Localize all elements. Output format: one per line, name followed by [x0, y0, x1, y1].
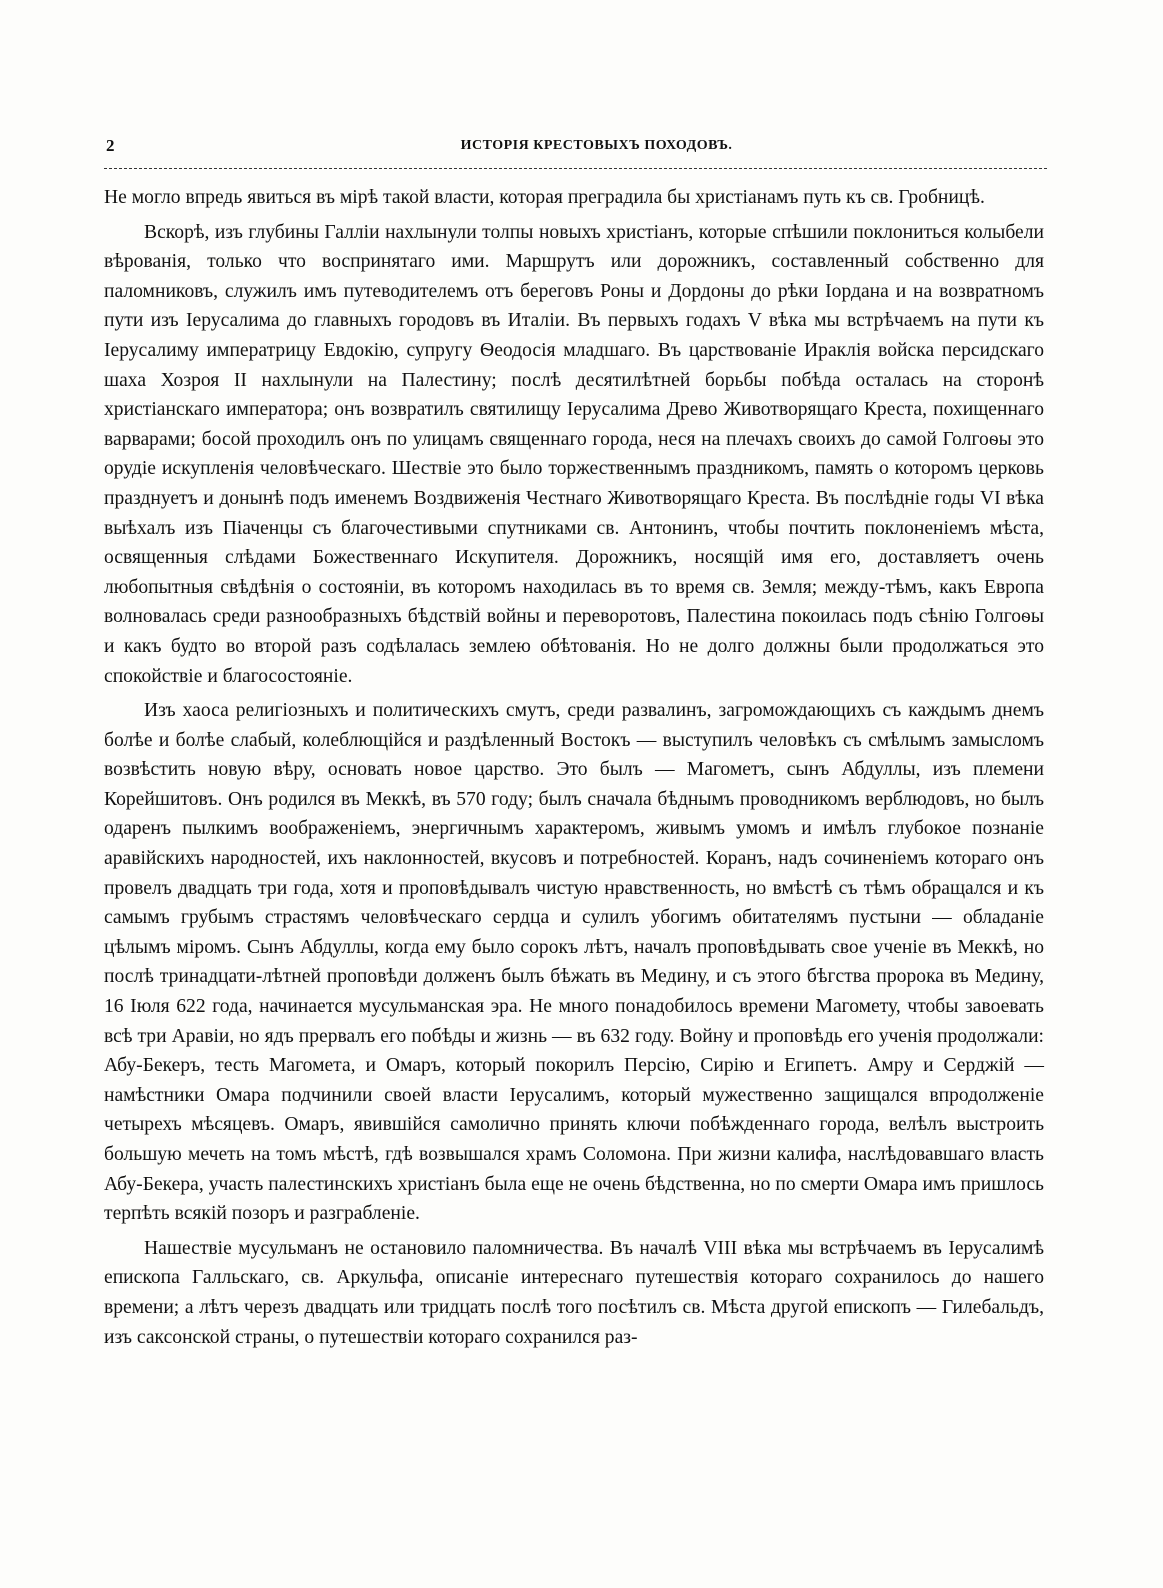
paragraph-1: Не могло впредь явиться въ мірѣ такой власти, которая преградила бы христіанамъ путь къ св. Гробницѣ. — [104, 187, 985, 208]
body-text — [104, 183, 1044, 1357]
page-number: 2 — [106, 136, 115, 155]
header-divider — [104, 168, 1047, 169]
paragraph-3: Изъ хаоса религіозныхъ и политическихъ смутъ, среди развалинъ, загромождающихъ съ каждымъ днемъ болѣе и болѣе слабый, колеблющійся и раздѣленный Востокъ — выступилъ человѣкъ съ смѣлымъ замысломъ возвѣстить новую вѣру, основать новое царство. Это былъ — Магометъ, сынъ Абдуллы, изъ племени Корейшитовъ. Онъ родился въ Меккѣ, въ 570 году; былъ сначала бѣднымъ проводникомъ верблюдовъ, но былъ одаренъ пылкимъ воображеніемъ, энергичнымъ характеромъ, живымъ умомъ и имѣлъ глубокое познаніе аравійскихъ народностей, ихъ наклонностей, вкусовъ и потребностей. Коранъ, надъ сочиненіемъ котораго онъ провелъ двадцать три года, хотя и проповѣдывалъ чистую нравственность, но вмѣстѣ съ тѣмъ обращался и къ самымъ грубымъ страстямъ человѣческаго сердца и сулилъ убогимъ обитателямъ пустыни — обладаніе цѣлымъ міромъ. Сынъ Абдуллы, когда ему было сорокъ лѣтъ, началъ проповѣдывать свое ученіе въ Меккѣ, но послѣ тринадцати-лѣтней проповѣди долженъ былъ бѣжать въ Медину, и съ этого бѣгства пророка въ Медину, 16 Іюля 622 года, начинается мусульманская эра. Не много понадобилось времени Магомету, чтобы завоевать всѣ три Аравіи, но ядъ прервалъ его побѣды и жизнь — въ 632 году. Войну и проповѣдь его ученія продолжали: Абу-Бекеръ, тесть Магомета, и Омаръ, который покорилъ Персію, Сирію и Египетъ. Амру и Серджій — намѣстники Омара подчинили своей власти Іерусалимъ, который мужественно защищался впродолженіе четырехъ мѣсяцевъ. Омаръ, явившійся самолично принять ключи побѣжденнаго города, велѣлъ выстроить большую мечеть на томъ мѣстѣ, гдѣ возвышался храмъ Соломона. При жизни калифа, наслѣдовавшаго власть Абу-Бекера, участь палестинскихъ христіанъ была еще не очень бѣдственна, но по смерти Омара имъ пришлось терпѣть всякій позоръ и разграбленіе. — [104, 700, 1044, 1225]
paragraph-2: Вскорѣ, изъ глубины Галліи нахлынули толпы новыхъ христіанъ, которые спѣшили поклониться колыбели вѣрованія, только что воспринятаго ими. Маршрутъ или дорожникъ, составленный собственно для паломниковъ, служилъ имъ путеводителемъ отъ береговъ Роны и Дордоны до рѣки Іордана и на возвратномъ пути изъ Іерусалима до главныхъ городовъ въ Италіи. Въ первыхъ годахъ V вѣка мы встрѣчаемъ на пути къ Іерусалиму императрицу Евдокію, супругу Ѳеодосія младшаго. Въ царствованіе Ираклія войска персидскаго шаха Хозроя II нахлынули на Палестину; послѣ десятилѣтней борьбы побѣда осталась на сторонѣ христіанскаго императора; онъ возвратилъ святилищу Іерусалима Древо Животворящаго Креста, похищеннаго варварами; босой проходилъ онъ по улицамъ священнаго города, неся на плечахъ своихъ до самой Голгоѳы это орудіе искупленія человѣческаго. Шествіе это было торжественнымъ праздникомъ, память о которомъ церковь празднуетъ и донынѣ подъ именемъ Воздвиженія Честнаго Животворящаго Креста. Въ послѣдніе годы VI вѣка выѣхалъ изъ Піаченцы съ благочестивыми спутниками св. Антонинъ, чтобы почтить поклоненіемъ мѣста, освященныя слѣдами Божественнаго Искупителя. Дорожникъ, носящій имя его, доставляетъ очень любопытныя свѣдѣнія о состояніи, въ которомъ находилась въ то время св. Земля; между-тѣмъ, какъ Европа волновалась среди разнообразныхъ бѣдствій войны и переворотовъ, Палестина покоилась подъ сѣнію Голгоѳы и какъ будто во второй разъ содѣлалась землею обѣтованія. Но не долго должны были продолжаться это спокойствіе и благосостояніе. — [104, 221, 1044, 687]
paragraph-4: Нашествіе мусульманъ не остановило паломничества. Въ началѣ VIII вѣка мы встрѣчаемъ въ Іерусалимѣ епископа Галльскаго, св. Аркульфа, описаніе интереснаго путешествія котораго сохранилось до нашего времени; а лѣтъ черезъ двадцать или тридцать послѣ того посѣтилъ св. Мѣста другой епископъ — Гилебальдъ, изъ саксонской страны, о путешествіи котораго сохранился раз- — [104, 1237, 1044, 1348]
running-header — [106, 136, 1047, 160]
running-title: ИСТОРІЯ КРЕСТОВЫХЪ ПОХОДОВЪ. — [460, 138, 733, 153]
